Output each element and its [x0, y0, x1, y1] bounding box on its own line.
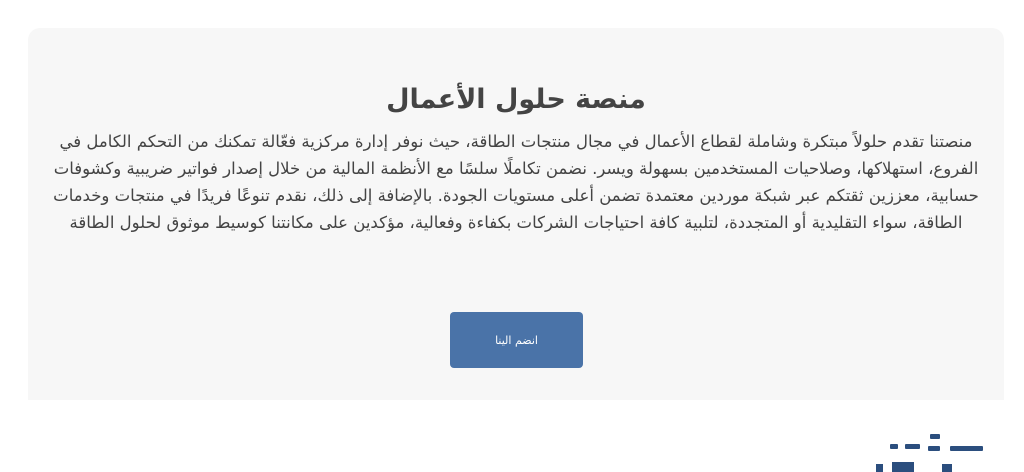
- business-solutions-section: [28, 28, 1004, 400]
- section-description: منصتنا تقدم حلولاً مبتكرة وشاملة لقطاع الأعمال في مجال منتجات الطاقة، حيث نوفر إدارة مركزية فعّالة تمكنك من التحكم الكامل في الفروع، استهلاكها، وصلاحيات المستخدمين بسهولة ويسر. نضمن تكاملًا سلسًا مع الأنظمة المالية من خلال إصدار فواتير ضريبية وكشوفات حسابية، معززين ثقتكم عبر شبكة موردين معتمدة تضمن أعلى مستويات الجودة. بالإضافة إلى ذلك، نقدم تنوعًا فريدًا في منتجات وخدمات الطاقة، سواء التقليدية أو المتجددة، لتلبية كافة احتياجات الشركات بكفاءة وفعالية، مؤكدين على مكانتنا كوسيط موثوق لحلول الطاقة: [53, 132, 979, 232]
- brand-logo-icon: [872, 432, 987, 472]
- join-us-button[interactable]: انضم الينا: [450, 312, 583, 368]
- section-title: منصة حلول الأعمال: [386, 84, 646, 115]
